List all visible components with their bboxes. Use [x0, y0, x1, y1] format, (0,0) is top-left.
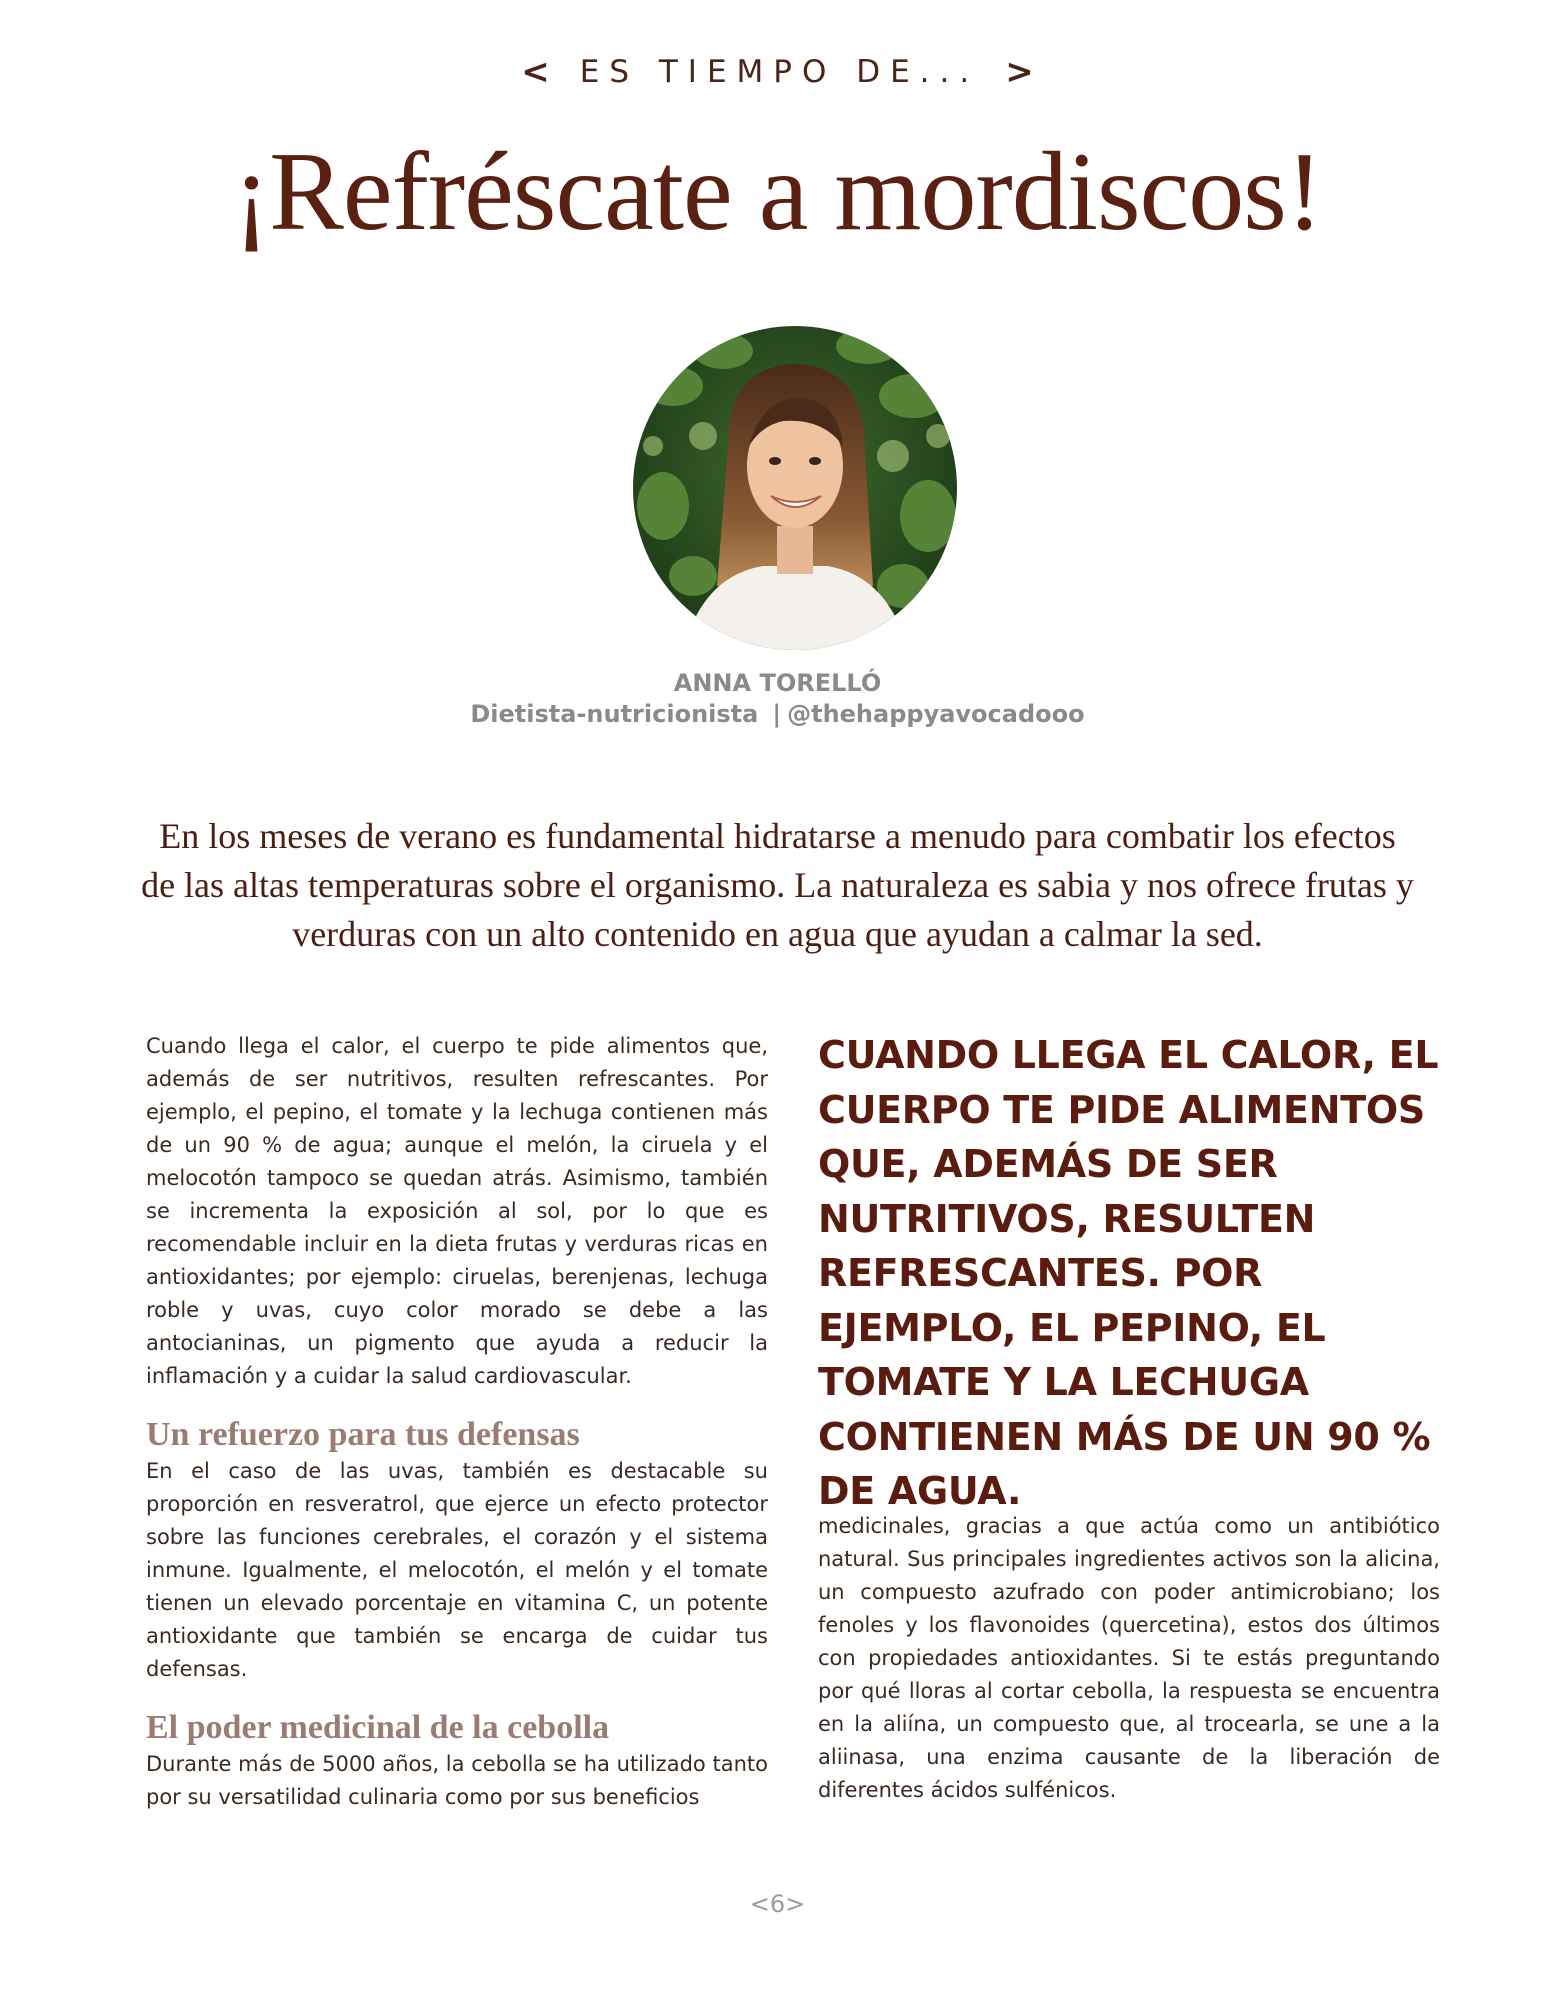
- byline-separator: |: [772, 700, 782, 728]
- body-paragraph: Cuando llega el calor, el cuerpo te pide alimentos que, además de ser nutritivos, resulten refrescantes. Por ejemplo, el pepino, el tomate y la lechuga contienen más de un 90 % de agua; aunque el melón, la ciruela y el melocotón tampoco se quedan atrás. Asimismo, también se incrementa la exposición al sol, por lo que es recomendable incluir en la dieta frutas y verduras ricas en antioxidantes; por ejemplo: ciruelas, berenjenas, lechuga roble y uvas, cuyo color morado se debe a las antocianinas, un pigmento que ayuda a reducir la inflamación y a cuidar la salud cardiovascular.: [146, 1034, 768, 1388]
- author-role: Dietista-nutricionista: [470, 700, 759, 728]
- pull-quote: CUANDO LLEGA EL CALOR, EL CUERPO TE PIDE ALIMENTOS QUE, ADEMÁS DE SER NUTRITIVOS, RESULTEN REFRESCANTES. POR EJEMPLO, EL PEPINO, EL TOMATE Y LA LECHUGA CONTIENEN MÁS DE UN 90 % DE AGUA.: [818, 1033, 1439, 1513]
- body-paragraph: Durante más de 5000 años, la cebolla se ha utilizado tanto por su versatilidad culinaria como por sus beneficios: [146, 1752, 768, 1809]
- page-number: [0, 1890, 1555, 1918]
- chevron-left-icon: <: [521, 52, 550, 92]
- subheading-defensas: Un refuerzo para tus defensas: [146, 1416, 580, 1453]
- kicker-text: ES TIEMPO DE...: [579, 54, 980, 90]
- body-paragraph: En el caso de las uvas, también es destacable su proporción en resveratrol, que ejerce un efecto protector sobre las funciones cerebrales, el corazón y el sistema inmune. Igualmente, el melocotón, el melón y el tomate tienen un elevado porcentaje en vitamina C, un potente antioxidante que también se encarga de cuidar tus defensas.: [146, 1459, 768, 1681]
- article-intro: En los meses de verano es fundamental hidratarse a menudo para combatir los efectos de las altas temperaturas sobre el organismo. La naturaleza es sabia y nos ofrece frutas y verduras con un alto contenido en agua que ayudan a calmar la sed.: [141, 816, 1414, 954]
- author-handle[interactable]: @thehappyavocadooo: [787, 700, 1085, 728]
- left-column: [146, 1030, 768, 1814]
- author-name: ANNA TORELLÓ: [673, 669, 882, 697]
- author-byline: [0, 700, 1555, 728]
- author-portrait: [633, 326, 957, 650]
- section-kicker: [0, 52, 1555, 92]
- page-chevron-left-icon: <: [749, 1890, 770, 1918]
- chevron-right-icon: >: [1005, 52, 1034, 92]
- right-column: [818, 1510, 1440, 1807]
- body-paragraph: medicinales, gracias a que actúa como un antibiótico natural. Sus principales ingredientes activos son la alicina, un compuesto azufrado con poder antimicrobiano; los fenoles y los flavonoides (quercetina), estos dos últimos con propiedades antioxidantes. Si te estás preguntando por qué lloras al cortar cebolla, la respuesta se encuentra en la aliína, un compuesto que, al trocearla, se une a la aliinasa, una enzima causante de la liberación de diferentes ácidos sulfénicos.: [818, 1514, 1440, 1802]
- page-chevron-right-icon: >: [785, 1890, 806, 1918]
- subheading-cebolla: El poder medicinal de la cebolla: [146, 1709, 610, 1746]
- author-photo-illustration: [633, 326, 957, 650]
- article-headline: ¡Refréscate a mordiscos!: [232, 130, 1323, 254]
- page-number-value: 6: [769, 1890, 786, 1918]
